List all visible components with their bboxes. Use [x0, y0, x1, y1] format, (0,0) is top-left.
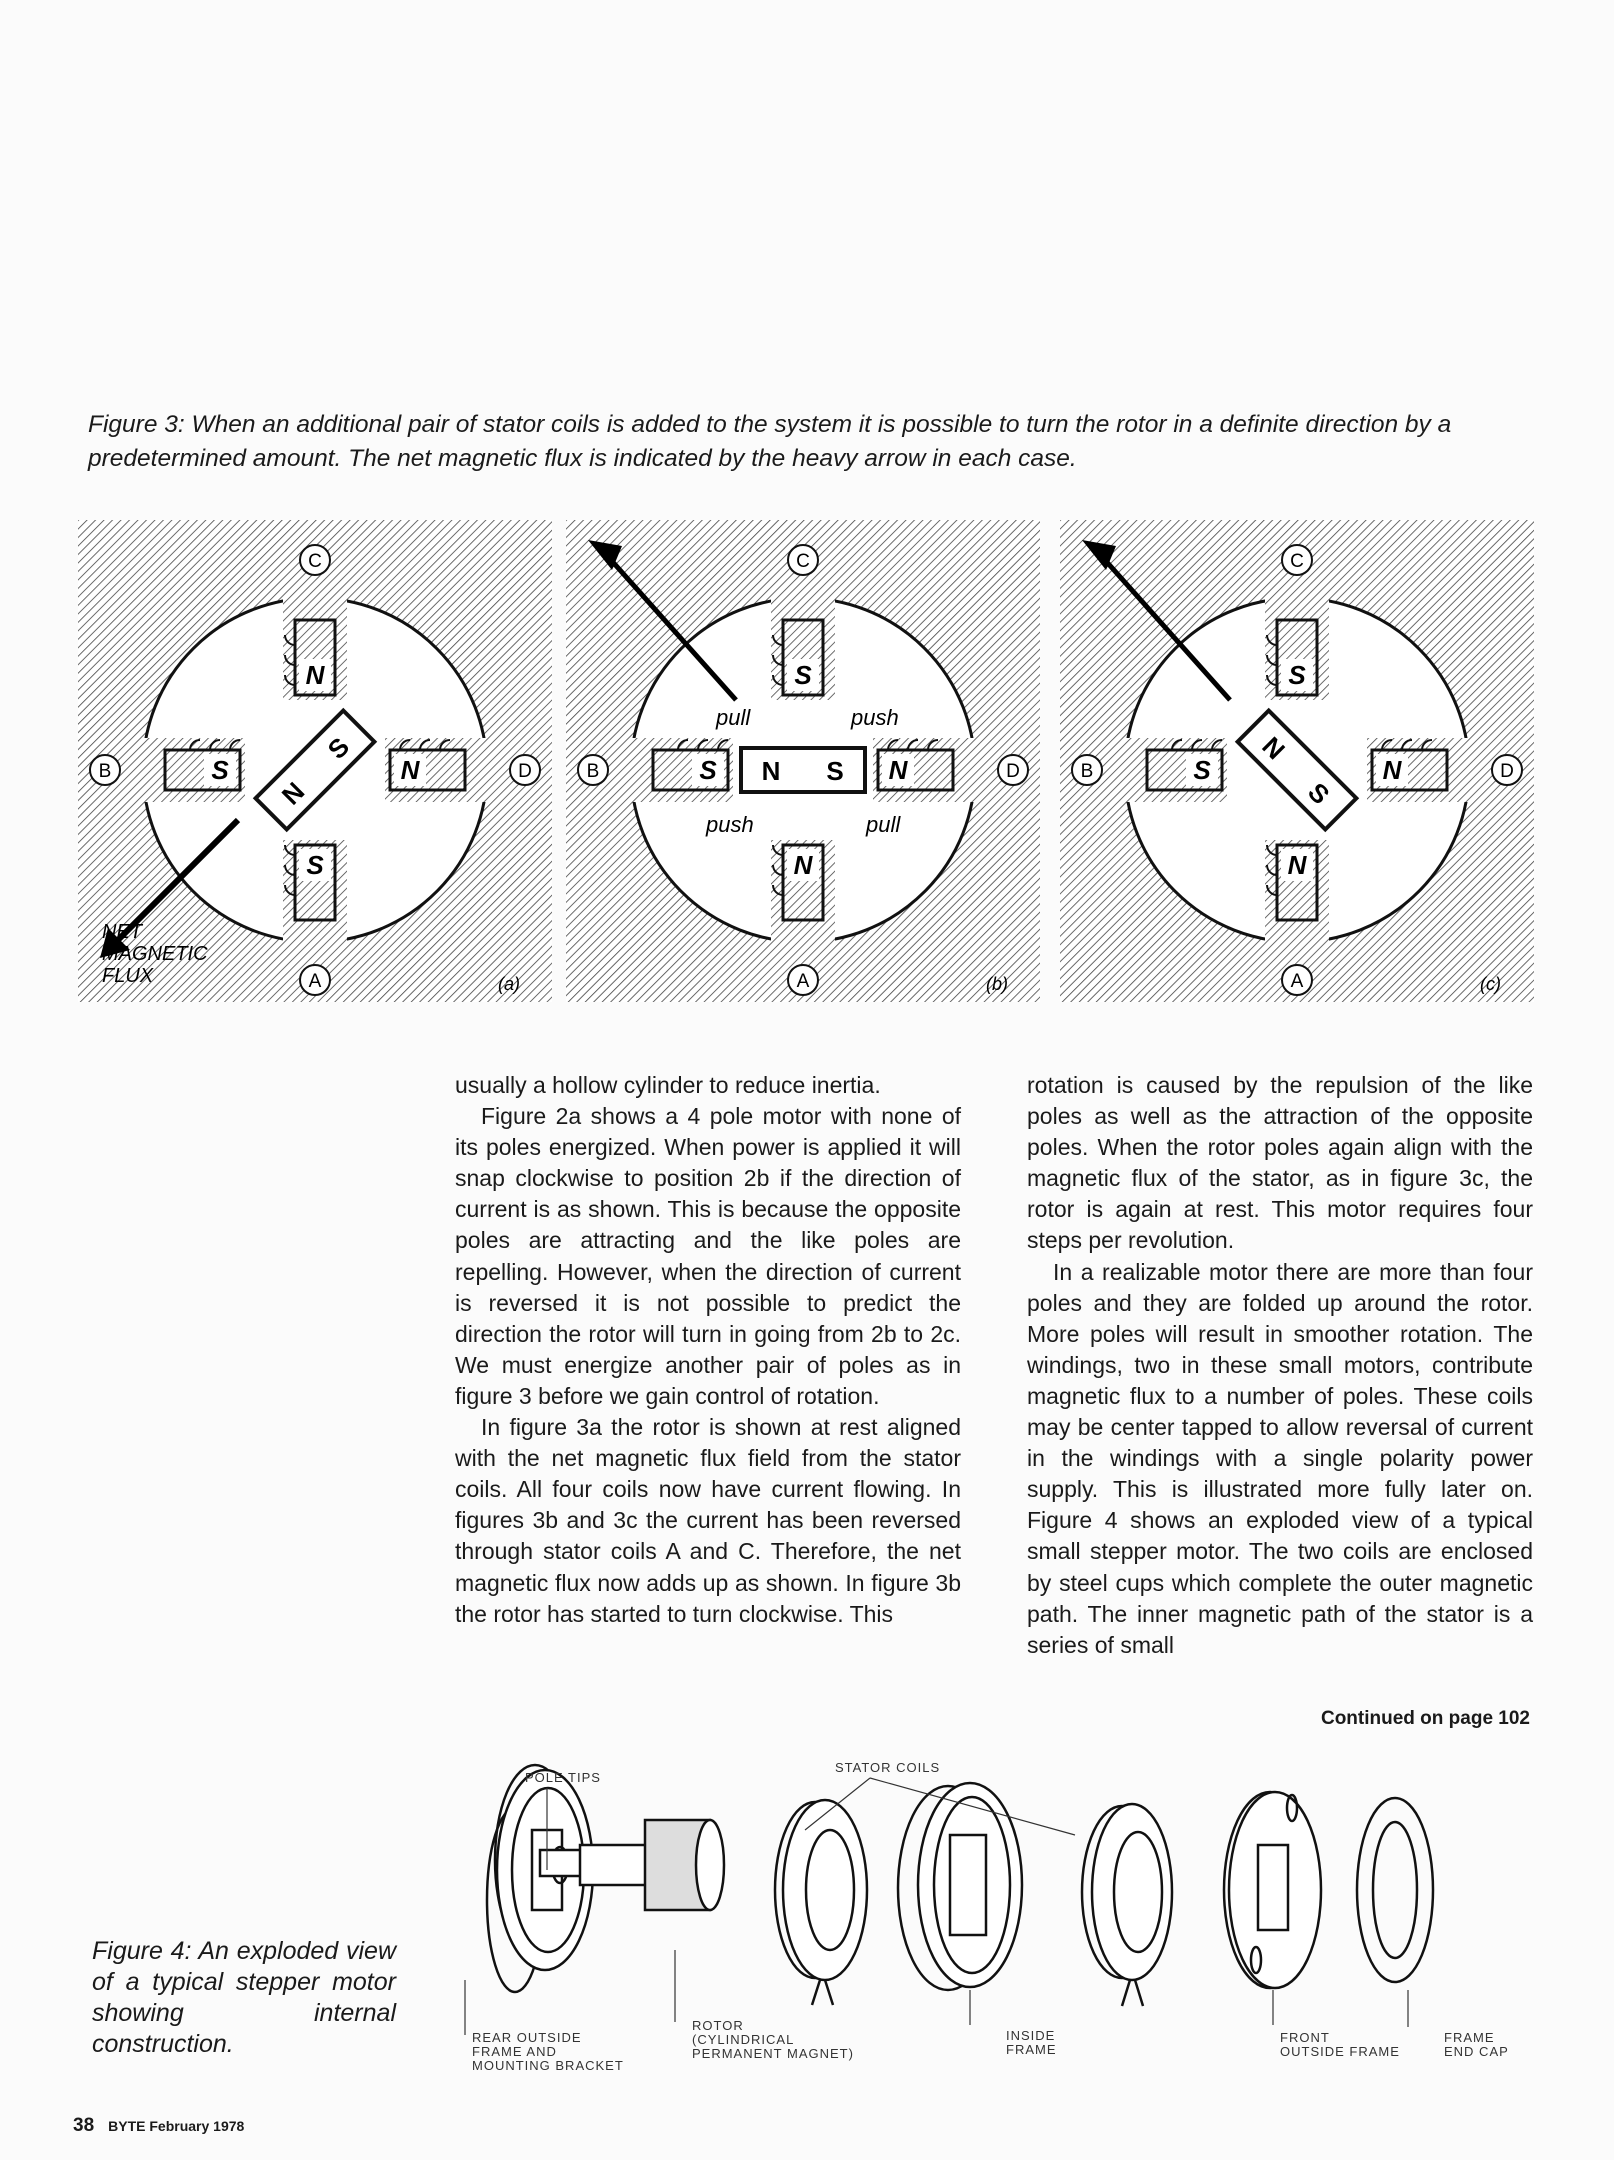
label-stator-coils: STATOR COILS: [835, 1760, 941, 1775]
coil-label-left: B: [98, 761, 112, 782]
rotor: [741, 748, 865, 792]
force-label-pull: pull: [866, 812, 901, 837]
panel-tag: (a): [498, 974, 520, 994]
net-flux-label: FLUX: [102, 965, 154, 987]
pole-letter-left: S: [1193, 755, 1211, 785]
coil-label-bottom: A: [308, 971, 322, 992]
page-footer: [73, 2115, 244, 2137]
label-rear-frame: FRAME AND: [472, 2044, 557, 2059]
label-rear-frame: REAR OUTSIDE: [472, 2030, 582, 2045]
coil-label-left: B: [1080, 761, 1094, 782]
net-flux-label: MAGNETIC: [102, 943, 208, 965]
coil-label-top: C: [796, 551, 810, 572]
force-label-push: push: [851, 705, 899, 730]
pole-letter-right: N: [400, 755, 420, 785]
panel-tag: (b): [986, 974, 1008, 994]
inside-frame-drawing: [898, 1783, 1022, 1990]
pole-letter-left: S: [699, 755, 717, 785]
figure-4-exploded-motor: [440, 1760, 1540, 2080]
figure-3a-panel: [78, 520, 552, 1002]
frame-end-cap-drawing: [1357, 1798, 1433, 1982]
panel-tag: (c): [1480, 974, 1501, 994]
rotor-pole-2: S: [826, 756, 844, 786]
force-label-pull: pull: [716, 705, 751, 730]
label-end-cap: FRAME: [1444, 2030, 1495, 2045]
pole-letter-top: S: [794, 660, 812, 690]
figure-3-caption: Figure 3: When an additional pair of stator coils is added to the system it is possible to turn the rotor in a definite direction by a predetermined amount. The net magnetic flux is indicated by the heavy arrow in each case.: [88, 411, 1452, 472]
rotor-pole-1: N: [761, 756, 781, 786]
paragraph: In a realizable motor there are more than four poles and they are folded up around the rotor. More poles will result in smoother rotation. The windings, two in these small motors, contribute magnetic flux to a number of poles. These coils may be center tapped to allow reversal of current in the windings with a single polarity power supply. This is illustrated more fully later on. Figure 4 shows an exploded view of a typical small stepper motor. The two coils are enclosed by steel cups which complete the outer magnetic path. The inner magnetic path of the stator is a series of small: [1027, 1258, 1533, 1658]
label-rotor: PERMANENT MAGNET): [692, 2046, 854, 2061]
rotor-pole-2: S: [321, 731, 356, 765]
figure-3b-panel: [566, 520, 1040, 1002]
label-inside-frame: FRAME: [1006, 2042, 1057, 2057]
pole-letter-top: N: [305, 660, 325, 690]
label-front-frame: OUTSIDE FRAME: [1280, 2044, 1400, 2059]
pole-letter-left: S: [211, 755, 229, 785]
force-label-push: push: [706, 812, 754, 837]
rotor-pole-1: N: [1256, 730, 1291, 766]
pole-letter-bottom: S: [306, 850, 324, 880]
paragraph: rotation is caused by the repulsion of the like poles as well as the attraction of the opposite poles. When the rotor poles again align with the magnetic flux of the stator, as in figure 3c, the rotor is again at rest. This motor requires four steps per revolution.: [1027, 1072, 1533, 1254]
pole-letter-bottom: N: [793, 850, 813, 880]
rotor-pole-2: S: [1302, 776, 1336, 811]
pole-letter-right: N: [888, 755, 908, 785]
label-inside-frame: INSIDE: [1006, 2028, 1056, 2043]
coil-label-right: D: [1500, 761, 1514, 782]
stator-coil-1-drawing: [775, 1800, 867, 2005]
pole-letter-top: S: [1288, 660, 1306, 690]
label-pole-tips: POLE TIPS: [525, 1770, 601, 1785]
coil-label-right: D: [518, 761, 532, 782]
body-column-2: [1027, 1070, 1533, 1661]
paragraph: Figure 2a shows a 4 pole motor with none of its poles energized. When power is applied it will snap clockwise to position 2b if the direction of current is as shown. This is because the opposite poles are attracting and the like poles are repelling. However, when the direction of current is reversed it is not possible to predict the direction the rotor will turn in going from 2b to 2c. We must energize another pair of poles as in figure 3 before we gain control of rotation.: [455, 1103, 961, 1409]
figure-4-caption: Figure 4: An exploded view of a typical stepper motor showing internal construction.: [92, 1937, 396, 2058]
coil-label-top: C: [1290, 551, 1304, 572]
page-number: 38: [73, 2115, 95, 2136]
rotor-pole-1: N: [275, 776, 311, 811]
publication: BYTE February 1978: [108, 2118, 245, 2134]
coil-label-bottom: A: [1290, 971, 1304, 992]
label-rear-frame: MOUNTING BRACKET: [472, 2058, 624, 2073]
coil-label-bottom: A: [796, 971, 810, 992]
coil-label-top: C: [308, 551, 322, 572]
label-rotor: ROTOR: [692, 2018, 744, 2033]
net-flux-label: NET: [102, 921, 142, 943]
stator-coil-2-drawing: [1082, 1804, 1172, 2006]
coil-label-left: B: [586, 761, 600, 782]
front-outside-frame-drawing: [1224, 1792, 1321, 1988]
paragraph: usually a hollow cylinder to reduce inertia.: [455, 1072, 881, 1098]
label-front-frame: FRONT: [1280, 2030, 1330, 2045]
body-column-1: [455, 1070, 961, 1630]
rear-outside-frame-drawing: [487, 1765, 593, 1992]
pole-letter-bottom: N: [1287, 850, 1307, 880]
figure-3c-panel: [1060, 520, 1534, 1002]
pole-letter-right: N: [1382, 755, 1402, 785]
continued-note: Continued on page 102: [1320, 1708, 1530, 1729]
paragraph: In figure 3a the rotor is shown at rest aligned with the net magnetic flux field from the stator coils. All four coils now have current flowing. In figures 3b and 3c the current has been reversed through stator coils A and C. Therefore, the net magnetic flux now adds up as shown. In figure 3b the rotor has started to turn clockwise. This: [455, 1414, 961, 1627]
coil-label-right: D: [1006, 761, 1020, 782]
label-rotor: (CYLINDRICAL: [692, 2032, 795, 2047]
label-end-cap: END CAP: [1444, 2044, 1509, 2059]
